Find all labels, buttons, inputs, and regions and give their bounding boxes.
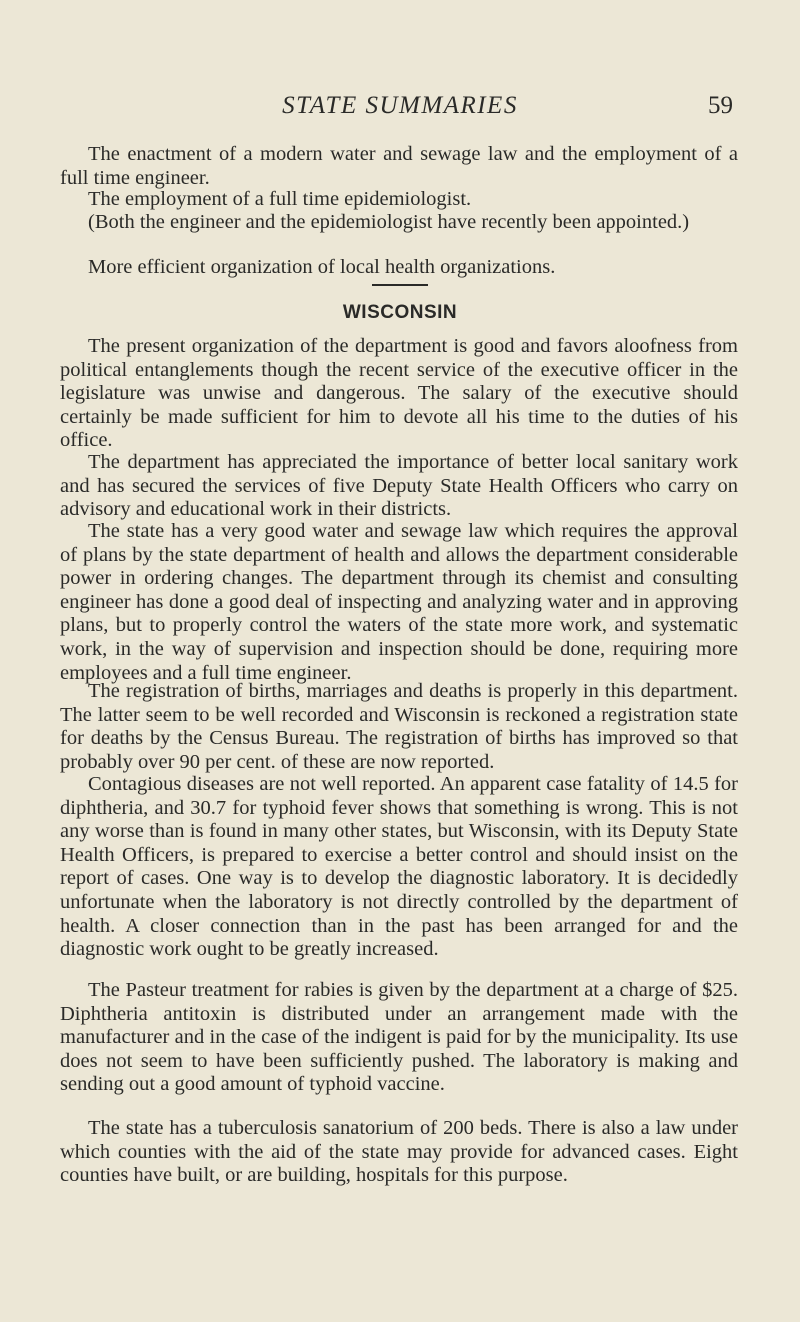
page-number: 59	[708, 92, 733, 119]
intro-paragraph-2: The employment of a full time epidemiologist.	[88, 188, 472, 210]
body-paragraph-5: Contagious diseases are not well reported. An apparent case fatality of 14.5 for diphtheria, and 30.7 for typhoid fever shows that something is wrong. This is not any worse than is found in many other states, but Wisconsin, with its Deputy State Health Officers, is prepared to exercise a better control and should insist on the report of cases. One way is to develop the diagnostic laboratory. It is decidedly unfortunate when the laboratory is not directly controlled by the department of health. A closer connection than in the past has been arranged for and the diagnostic work ought to be greatly increased.	[60, 773, 738, 961]
intro-paragraph-1: The enactment of a modern water and sewage law and the employment of a full time engineer.	[60, 143, 738, 189]
section-divider	[372, 284, 428, 286]
body-paragraph-4: The registration of births, marriages and deaths is properly in this department. The latter seem to be well recorded and Wisconsin is reckoned a registration state for deaths by the Census Bureau. The registration of births has improved so that probably over 90 per cent. of these are now reported.	[60, 680, 738, 773]
intro-paragraph-4: More efficient organization of local health organizations.	[88, 256, 556, 278]
body-paragraph-7: The state has a tuberculosis sanatorium of 200 beds. There is also a law under which counties with the aid of the state may provide for advanced cases. Eight counties have built, or are building, hospitals for this purpose.	[60, 1117, 738, 1187]
body-paragraph-1: The present organization of the department is good and favors aloofness from political entanglements though the recent service of the executive officer in the legislature was unwise and dangerous. The salary of the executive should certainly be made sufficient for him to devote all his time to the duties of his office.	[60, 335, 738, 452]
intro-paragraph-3: (Both the engineer and the epidemiologist have recently been appointed.)	[88, 211, 690, 233]
body-paragraph-3: The state has a very good water and sewage law which requires the approval of plans by the state department of health and allows the department considerable power in ordering changes. The department through its chemist and consulting engineer has done a good deal of inspecting and analyzing water and in approving plans, but to properly control the waters of the state more work, and systematic work, in the way of supervision and inspection should be done, requiring more employees and a full time engineer.	[60, 520, 738, 684]
body-paragraph-2: The department has appreciated the importance of better local sanitary work and has secured the services of five Deputy State Health Officers who carry on advisory and educational work in their districts.	[60, 451, 738, 521]
page-header	[0, 92, 800, 126]
running-head: STATE SUMMARIES	[282, 92, 518, 119]
body-paragraph-6: The Pasteur treatment for rabies is given by the department at a charge of $25. Diphtheria antitoxin is distributed under an arrangement made with the manufacturer and in the case of the indigent is paid for by the municipality. Its use does not seem to have been sufficiently pushed. The laboratory is making and sending out a good amount of typhoid vaccine.	[60, 979, 738, 1096]
section-heading: WISCONSIN	[342, 302, 458, 323]
